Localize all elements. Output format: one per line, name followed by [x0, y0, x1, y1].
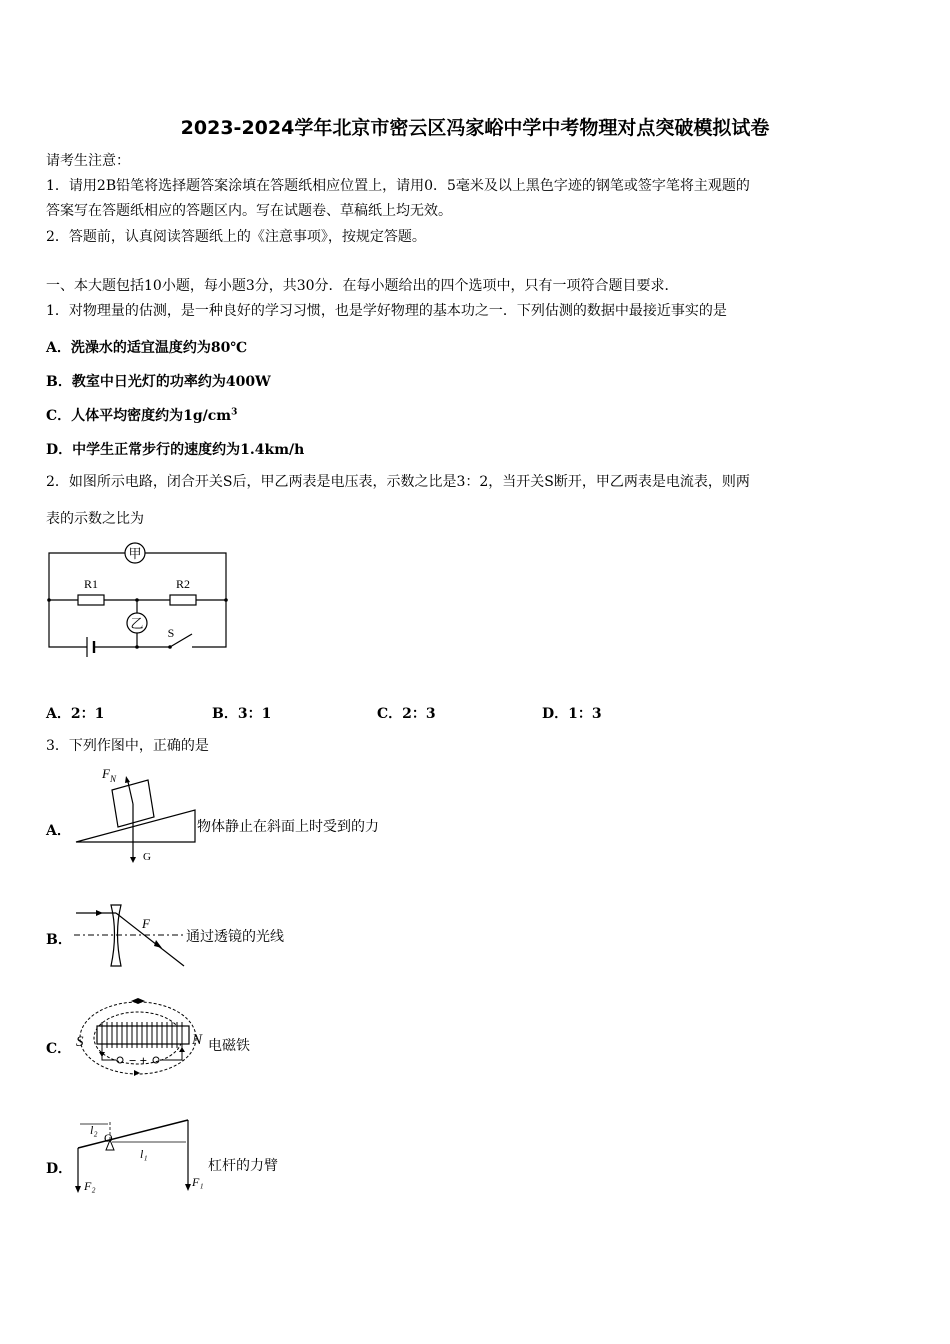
- page-title: 2023-2024学年北京市密云区冯家峪中学中考物理对点突破模拟试卷: [180, 117, 770, 139]
- q3-option-a-caption: 物体静止在斜面上时受到的力: [197, 819, 379, 835]
- q1-option-c-text: C．人体平均密度约为1g/cm: [46, 408, 232, 424]
- circuit-diagram: [40, 538, 240, 668]
- south-pole-label: S: [76, 1034, 84, 1050]
- meter-yi-label: 乙: [130, 616, 144, 631]
- lever-diagram: [70, 1112, 210, 1196]
- arm-l2-label: l₂: [90, 1123, 98, 1137]
- q3-option-a-label: A．: [46, 823, 71, 839]
- q3-option-c-caption: 电磁铁: [208, 1038, 250, 1054]
- notice-item-1-line-2: 答案写在答题纸相应的答题区内。写在试题卷、草稿纸上均无效。: [46, 203, 452, 219]
- q3-option-b-label: B．: [46, 932, 72, 948]
- notice-item-1-line-1: 1．请用2B铅笔将选择题答案涂填在答题纸相应位置上，请用0．5毫米及以上黑色字迹的钢笔或签字笔将主观题的: [46, 178, 750, 194]
- q2-stem-line-2: 表的示数之比为: [46, 511, 144, 527]
- q1-option-c-sup: 3: [231, 407, 238, 418]
- q1-option-a: A．洗澡水的适宜温度约为80℃: [46, 340, 248, 356]
- q1-option-d: D．中学生正常步行的速度约为1.4km/h: [46, 442, 305, 458]
- q2-option-c: C．2：3: [377, 706, 436, 722]
- q1-stem: 1．对物理量的估测，是一种良好的学习习惯，也是学好物理的基本功之一．下列估测的数据中最接近事实的是: [46, 303, 727, 319]
- arm-l1-label: l₁: [140, 1147, 148, 1161]
- switch-label: S: [167, 626, 175, 640]
- q3-option-b-caption: 通过透镜的光线: [186, 929, 284, 945]
- electromagnet-diagram: [72, 988, 212, 1083]
- q2-option-d: D．1：3: [542, 706, 602, 722]
- q2-option-b: B．3：1: [212, 706, 272, 722]
- gravity-label: G: [143, 851, 151, 863]
- q3-option-d-caption: 杠杆的力臂: [208, 1158, 278, 1174]
- q1-option-c: [46, 405, 237, 425]
- notice-heading: 请考生注意：: [46, 153, 130, 169]
- resistor-r2-label: R2: [175, 577, 191, 591]
- normal-force-sub: N: [110, 774, 117, 784]
- meter-jia-label: 甲: [128, 546, 142, 561]
- q3-option-d-label: D．: [46, 1161, 73, 1177]
- q2-option-a: A．2：1: [46, 706, 105, 722]
- q1-option-b: B．教室中日光灯的功率约为400W: [46, 374, 271, 390]
- q2-stem-line-1: 2．如图所示电路，闭合开关S后，甲乙两表是电压表，示数之比是3：2，当开关S断开，甲乙两表是电流表，则两: [46, 474, 750, 490]
- svg-text:− +: − +: [129, 1053, 148, 1068]
- focus-label: F: [142, 916, 150, 931]
- normal-force-label: F: [102, 766, 110, 781]
- q3-option-c-label: C．: [46, 1041, 72, 1057]
- section-heading: 一、本大题包括10小题，每小题3分，共30分．在每小题给出的四个选项中，只有一项符合题目要求．: [46, 278, 679, 294]
- notice-item-2: 2．答题前，认真阅读答题纸上的《注意事项》，按规定答题。: [46, 229, 426, 245]
- q3-stem: 3．下列作图中，正确的是: [46, 738, 209, 754]
- force-f2-label: F₂: [84, 1179, 96, 1193]
- pivot-o-label: O: [104, 1131, 113, 1145]
- incline-force-diagram: [70, 762, 200, 870]
- resistor-r1-label: R1: [83, 577, 99, 591]
- north-pole-label: N: [192, 1032, 203, 1048]
- lens-ray-diagram: [70, 893, 190, 973]
- force-f1-label: F₁: [192, 1175, 204, 1189]
